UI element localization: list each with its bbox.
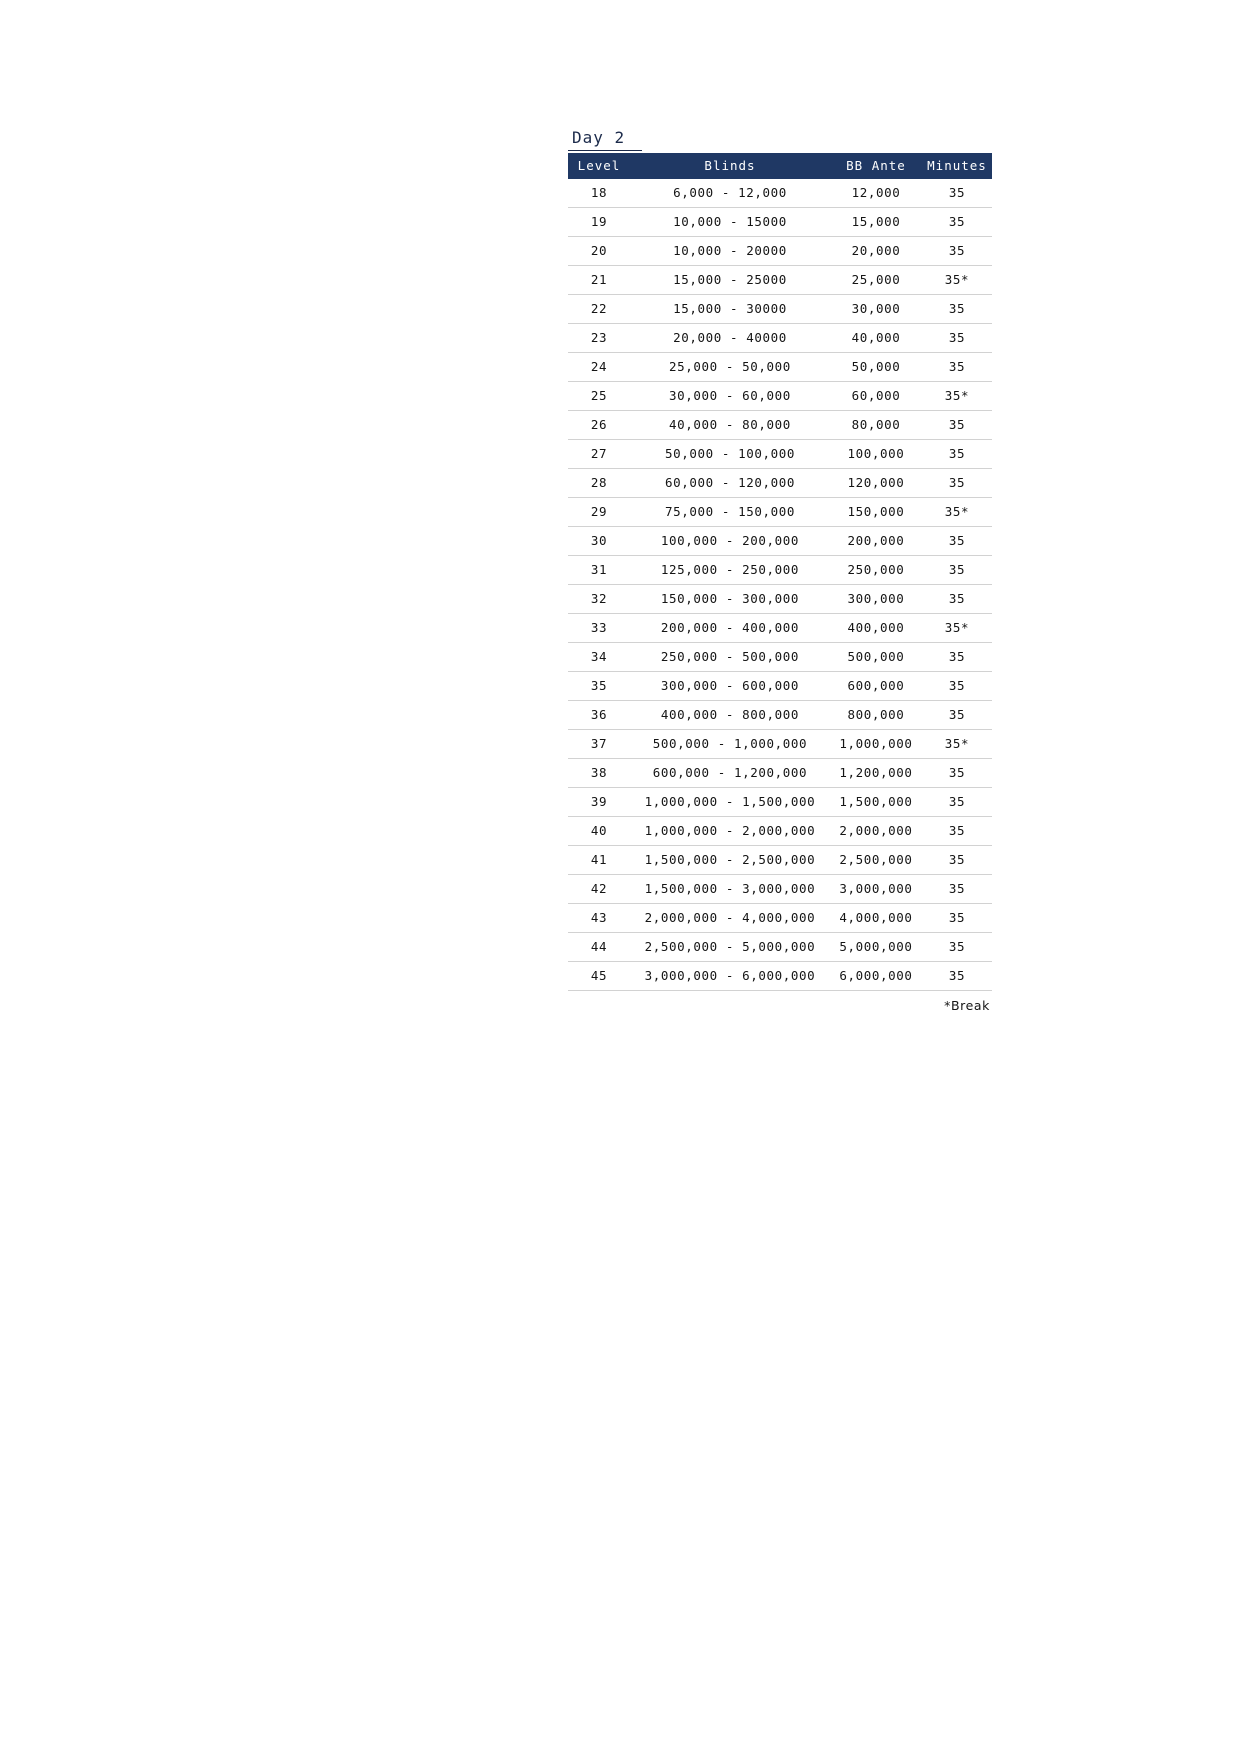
cell-bb-ante: 15,000 — [830, 208, 922, 237]
cell-blinds: 15,000 - 30000 — [630, 295, 830, 324]
table-row — [568, 672, 992, 701]
cell-minutes: 35 — [922, 527, 992, 556]
cell-minutes: 35 — [922, 411, 992, 440]
cell-blinds: 25,000 - 50,000 — [630, 353, 830, 382]
cell-minutes: 35 — [922, 788, 992, 817]
table-row — [568, 875, 992, 904]
cell-level: 33 — [568, 614, 630, 643]
cell-bb-ante: 40,000 — [830, 324, 922, 353]
cell-blinds: 3,000,000 - 6,000,000 — [630, 962, 830, 991]
table-body — [568, 179, 992, 991]
cell-level: 26 — [568, 411, 630, 440]
table-row — [568, 701, 992, 730]
cell-minutes: 35 — [922, 672, 992, 701]
cell-blinds: 1,500,000 - 2,500,000 — [630, 846, 830, 875]
cell-blinds: 75,000 - 150,000 — [630, 498, 830, 527]
cell-blinds: 10,000 - 15000 — [630, 208, 830, 237]
cell-level: 43 — [568, 904, 630, 933]
cell-bb-ante: 2,000,000 — [830, 817, 922, 846]
cell-bb-ante: 200,000 — [830, 527, 922, 556]
table-row — [568, 817, 992, 846]
cell-minutes: 35 — [922, 295, 992, 324]
cell-minutes: 35 — [922, 179, 992, 208]
table-row — [568, 556, 992, 585]
cell-level: 22 — [568, 295, 630, 324]
table-row — [568, 788, 992, 817]
cell-level: 29 — [568, 498, 630, 527]
cell-minutes: 35* — [922, 498, 992, 527]
cell-bb-ante: 60,000 — [830, 382, 922, 411]
cell-blinds: 50,000 - 100,000 — [630, 440, 830, 469]
cell-minutes: 35 — [922, 846, 992, 875]
table-row — [568, 759, 992, 788]
table-row — [568, 382, 992, 411]
cell-blinds: 60,000 - 120,000 — [630, 469, 830, 498]
cell-level: 18 — [568, 179, 630, 208]
cell-level: 45 — [568, 962, 630, 991]
cell-blinds: 600,000 - 1,200,000 — [630, 759, 830, 788]
break-footnote: *Break — [944, 998, 990, 1013]
cell-bb-ante: 4,000,000 — [830, 904, 922, 933]
cell-level: 39 — [568, 788, 630, 817]
cell-blinds: 1,000,000 - 2,000,000 — [630, 817, 830, 846]
cell-bb-ante: 2,500,000 — [830, 846, 922, 875]
cell-level: 38 — [568, 759, 630, 788]
cell-level: 23 — [568, 324, 630, 353]
cell-bb-ante: 80,000 — [830, 411, 922, 440]
cell-blinds: 1,000,000 - 1,500,000 — [630, 788, 830, 817]
cell-level: 31 — [568, 556, 630, 585]
cell-minutes: 35 — [922, 324, 992, 353]
cell-level: 24 — [568, 353, 630, 382]
cell-level: 44 — [568, 933, 630, 962]
table-row — [568, 585, 992, 614]
cell-bb-ante: 25,000 — [830, 266, 922, 295]
cell-level: 41 — [568, 846, 630, 875]
cell-bb-ante: 50,000 — [830, 353, 922, 382]
cell-blinds: 300,000 - 600,000 — [630, 672, 830, 701]
cell-level: 34 — [568, 643, 630, 672]
table-row — [568, 208, 992, 237]
cell-minutes: 35* — [922, 382, 992, 411]
cell-minutes: 35 — [922, 875, 992, 904]
table-row — [568, 237, 992, 266]
cell-level: 37 — [568, 730, 630, 759]
cell-minutes: 35 — [922, 585, 992, 614]
cell-blinds: 40,000 - 80,000 — [630, 411, 830, 440]
cell-bb-ante: 30,000 — [830, 295, 922, 324]
column-header-bb-ante: BB Ante — [830, 153, 922, 179]
cell-blinds: 400,000 - 800,000 — [630, 701, 830, 730]
table-row — [568, 730, 992, 759]
column-header-minutes: Minutes — [922, 153, 992, 179]
table-row — [568, 904, 992, 933]
table-row — [568, 469, 992, 498]
cell-bb-ante: 150,000 — [830, 498, 922, 527]
cell-level: 35 — [568, 672, 630, 701]
cell-bb-ante: 500,000 — [830, 643, 922, 672]
column-header-level: Level — [568, 153, 630, 179]
cell-level: 21 — [568, 266, 630, 295]
table-row — [568, 614, 992, 643]
cell-bb-ante: 1,200,000 — [830, 759, 922, 788]
cell-minutes: 35* — [922, 266, 992, 295]
cell-bb-ante: 300,000 — [830, 585, 922, 614]
table-row — [568, 266, 992, 295]
cell-level: 40 — [568, 817, 630, 846]
column-header-blinds: Blinds — [630, 153, 830, 179]
cell-minutes: 35 — [922, 440, 992, 469]
cell-minutes: 35* — [922, 614, 992, 643]
cell-blinds: 250,000 - 500,000 — [630, 643, 830, 672]
cell-minutes: 35 — [922, 962, 992, 991]
cell-minutes: 35 — [922, 701, 992, 730]
cell-minutes: 35 — [922, 933, 992, 962]
cell-bb-ante: 1,000,000 — [830, 730, 922, 759]
table-row — [568, 353, 992, 382]
cell-blinds: 2,000,000 - 4,000,000 — [630, 904, 830, 933]
cell-bb-ante: 3,000,000 — [830, 875, 922, 904]
cell-minutes: 35 — [922, 353, 992, 382]
table-row — [568, 498, 992, 527]
cell-minutes: 35 — [922, 208, 992, 237]
cell-blinds: 30,000 - 60,000 — [630, 382, 830, 411]
cell-blinds: 125,000 - 250,000 — [630, 556, 830, 585]
cell-bb-ante: 6,000,000 — [830, 962, 922, 991]
cell-level: 27 — [568, 440, 630, 469]
cell-level: 28 — [568, 469, 630, 498]
table-row — [568, 962, 992, 991]
blind-schedule-block — [568, 128, 992, 1013]
cell-level: 30 — [568, 527, 630, 556]
table-header — [568, 153, 992, 179]
cell-blinds: 15,000 - 25000 — [630, 266, 830, 295]
cell-bb-ante: 5,000,000 — [830, 933, 922, 962]
cell-bb-ante: 800,000 — [830, 701, 922, 730]
table-row — [568, 527, 992, 556]
cell-minutes: 35 — [922, 817, 992, 846]
cell-bb-ante: 120,000 — [830, 469, 922, 498]
table-row — [568, 295, 992, 324]
blind-structure-table — [568, 153, 992, 991]
cell-blinds: 10,000 - 20000 — [630, 237, 830, 266]
table-row — [568, 440, 992, 469]
cell-minutes: 35 — [922, 643, 992, 672]
table-row — [568, 933, 992, 962]
cell-level: 32 — [568, 585, 630, 614]
cell-bb-ante: 12,000 — [830, 179, 922, 208]
cell-blinds: 500,000 - 1,000,000 — [630, 730, 830, 759]
cell-blinds: 6,000 - 12,000 — [630, 179, 830, 208]
cell-level: 36 — [568, 701, 630, 730]
table-row — [568, 179, 992, 208]
cell-level: 19 — [568, 208, 630, 237]
cell-minutes: 35 — [922, 556, 992, 585]
table-row — [568, 411, 992, 440]
cell-blinds: 150,000 - 300,000 — [630, 585, 830, 614]
page-title: Day 2 — [568, 128, 642, 151]
cell-blinds: 100,000 - 200,000 — [630, 527, 830, 556]
cell-minutes: 35 — [922, 237, 992, 266]
cell-minutes: 35 — [922, 904, 992, 933]
cell-blinds: 200,000 - 400,000 — [630, 614, 830, 643]
cell-level: 25 — [568, 382, 630, 411]
cell-bb-ante: 20,000 — [830, 237, 922, 266]
cell-level: 42 — [568, 875, 630, 904]
cell-bb-ante: 1,500,000 — [830, 788, 922, 817]
cell-bb-ante: 100,000 — [830, 440, 922, 469]
table-row — [568, 324, 992, 353]
table-row — [568, 846, 992, 875]
cell-minutes: 35 — [922, 759, 992, 788]
cell-bb-ante: 600,000 — [830, 672, 922, 701]
cell-minutes: 35 — [922, 469, 992, 498]
table-row — [568, 643, 992, 672]
cell-blinds: 2,500,000 - 5,000,000 — [630, 933, 830, 962]
table-header-row — [568, 153, 992, 179]
cell-bb-ante: 400,000 — [830, 614, 922, 643]
cell-blinds: 20,000 - 40000 — [630, 324, 830, 353]
cell-minutes: 35* — [922, 730, 992, 759]
cell-bb-ante: 250,000 — [830, 556, 922, 585]
cell-blinds: 1,500,000 - 3,000,000 — [630, 875, 830, 904]
cell-level: 20 — [568, 237, 630, 266]
